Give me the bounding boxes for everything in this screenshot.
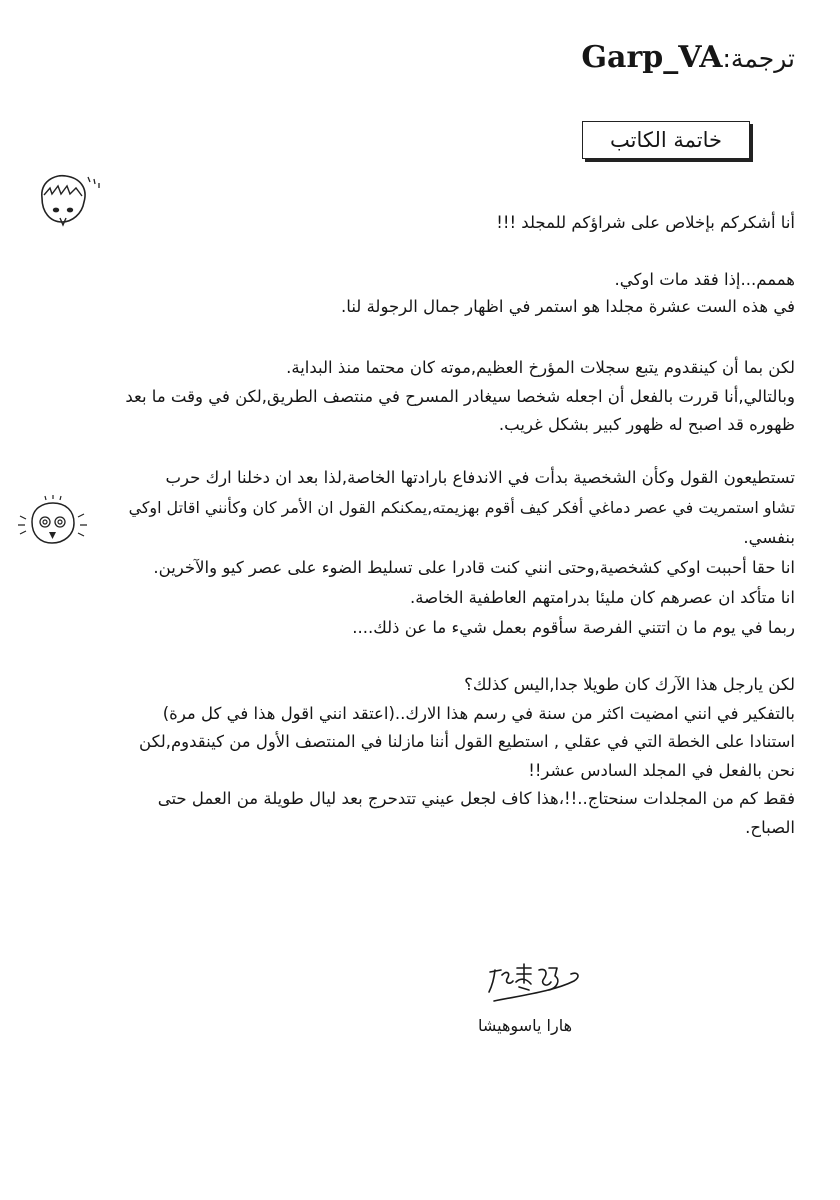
translator-label: ترجمة:	[722, 44, 795, 73]
text-line: بنفسي.	[743, 528, 795, 547]
text-line: لكن بما أن كينقدوم يتبع سجلات المؤرخ العظيم,موته كان محتما منذ البداية.	[286, 358, 795, 377]
author-signature-name: هارا ياسوهيشا	[478, 1016, 572, 1035]
text-line: هممم...إذا فقد مات اوكي.	[614, 270, 795, 289]
text-line: الصباح.	[745, 817, 795, 837]
text-line: ظهوره قد اصبح له ظهور كبير بشكل غريب.	[498, 415, 795, 434]
page-title: خاتمة الكاتب	[582, 121, 750, 159]
paragraph-death	[118, 266, 795, 320]
text-line: بالتفكير في انني امضيت اكثر من سنة في رسم هذا الارك..(اعتقد انني اقول هذا في كل مرة)	[162, 703, 795, 723]
paragraph-arc-length	[118, 671, 795, 843]
text-line: تشاو استمريت في عصر دماغي أفكر كيف أقوم بهزيمته,يمكنكم القول ان الأمر كان وكأنني اقاتل اوكي	[128, 498, 795, 517]
paragraph-records	[118, 354, 795, 440]
translator-name: Garp_VA	[581, 40, 723, 75]
translator-credit	[581, 38, 795, 82]
text-line: استنادا على الخطة التي في عقلي , استطيع القول أننا مازلنا في المنتصف الأول من كينقدوم,لكن	[139, 732, 795, 752]
text-line: انا متأكد ان عصرهم كان مليئا بدرامتهم العاطفية الخاصة.	[410, 588, 795, 607]
text-line: ربما في يوم ما ن اتتني الفرصة سأقوم بعمل شيء ما عن ذلك....	[352, 618, 795, 637]
text-line: لكن يارجل هذا الآرك كان طويلا جدا,اليس كذلك؟	[464, 675, 795, 694]
paragraph-character	[118, 463, 795, 643]
paragraph-thanks	[118, 208, 795, 237]
text-line: نحن بالفعل في المجلد السادس عشر!!	[528, 760, 795, 780]
dizzy-face-doodle-icon	[16, 495, 90, 553]
text-line: تستطيعون القول وكأن الشخصية بدأت في الاندفاع بارادتها الخاصة,لذا بعد ان دخلنا ارك حرب	[165, 468, 795, 487]
text-line: في هذه الست عشرة مجلدا هو استمر في اظهار جمال الرجولة لنا.	[341, 297, 795, 316]
text-line: وبالتالي,أنا قررت بالفعل أن اجعله شخصا سيغادر المسرح في منتصف الطريق,لكن في وقت ما بعد	[125, 386, 795, 406]
text-line: أنا أشكركم بإخلاص على شراؤكم للمجلد !!!	[496, 213, 795, 232]
text-line: انا حقا أحببت اوكي كشخصية,وحتى انني كنت قادرا على تسليط الضوء على عصر كيو والآخرين.	[153, 558, 795, 577]
handwritten-signature	[486, 960, 586, 1004]
chibi-face-doodle-icon	[24, 168, 104, 230]
text-line: فقط كم من المجلدات سنحتاج..!!،هذا كاف لجعل عيني تتدحرج بعد ليال طويلة من العمل حتى	[157, 789, 795, 809]
